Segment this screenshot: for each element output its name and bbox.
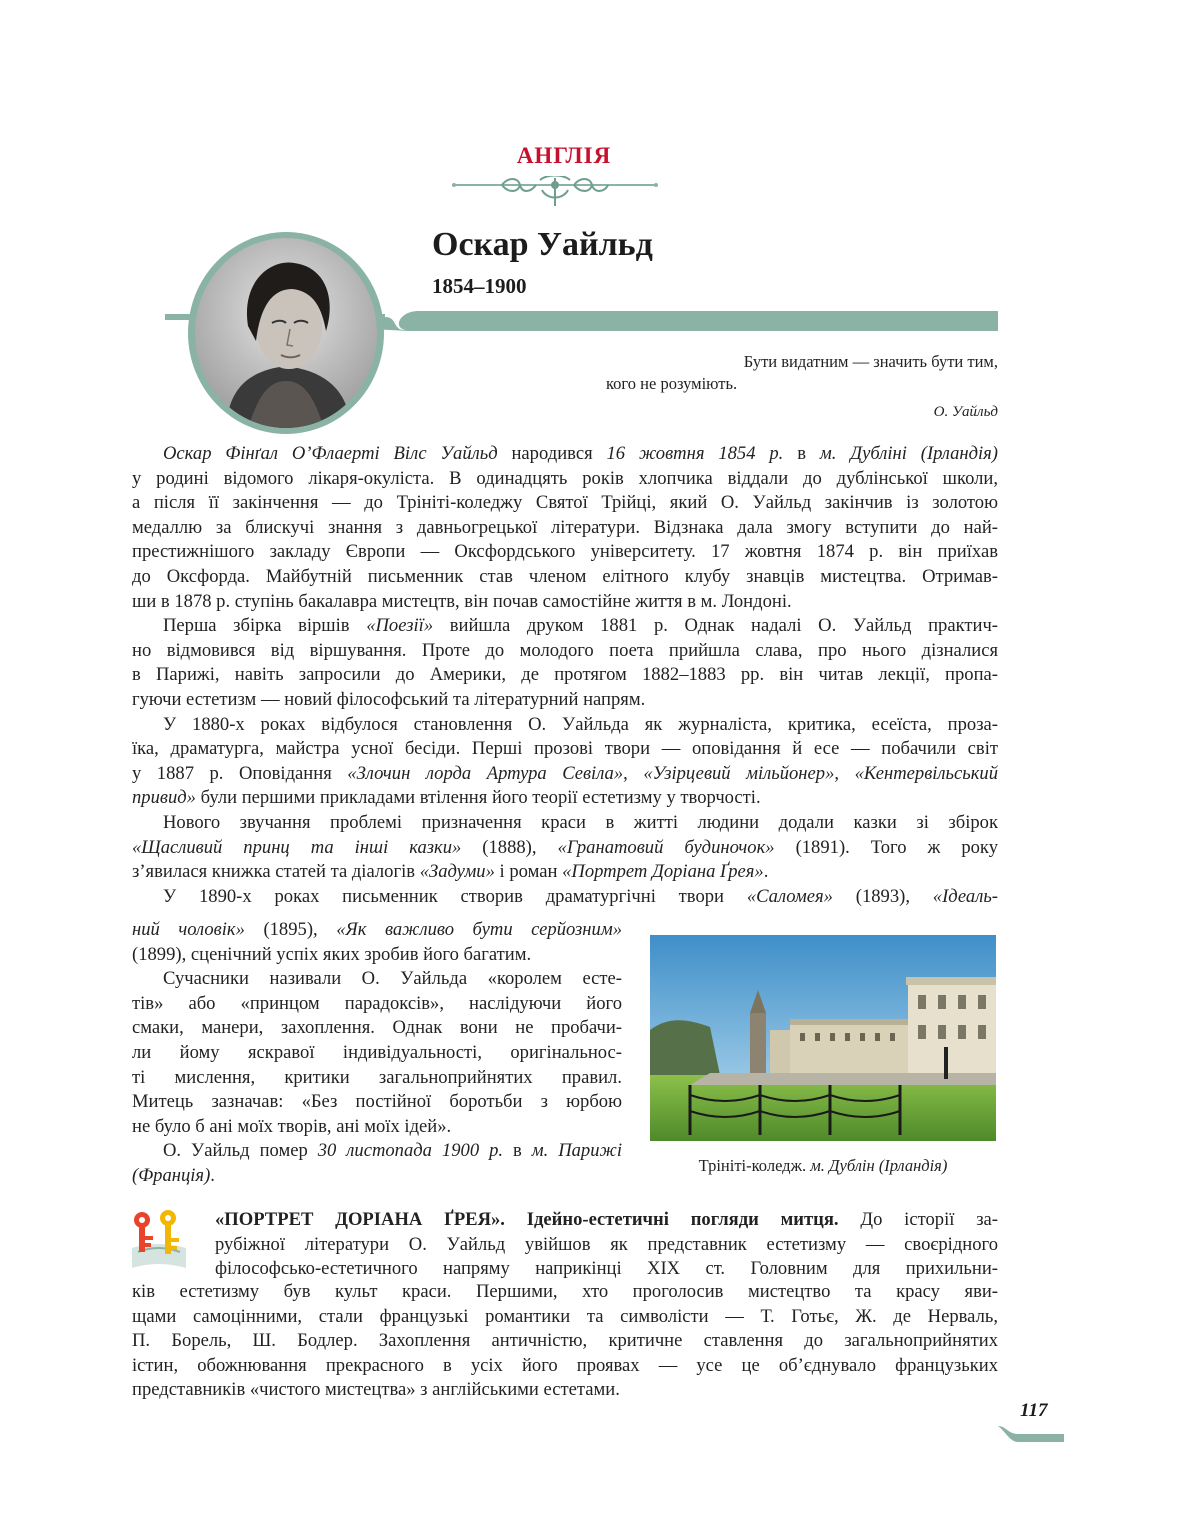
epigraph-line: кого не розуміють. bbox=[606, 374, 738, 393]
keys-book-icon bbox=[128, 1208, 190, 1270]
portrait-medallion bbox=[186, 231, 386, 435]
page-number-rule bbox=[996, 1424, 1066, 1444]
page-number: 117 bbox=[1020, 1400, 1048, 1421]
epigraph-attribution: О. Уайльд bbox=[933, 404, 998, 420]
biography-text-column: ний чоловік» (1895), «Як важливо бути серйозним» (1899), сценічний успіх яких зробив його багатим. Сучасники називали О. Уайльда «королем есте- тів» або «принцом парадоксів», наслідуючи його смаки, манери, захоплення. Однак вони не пробачи- ли йому яскравої індивідуальності, оригінальнос- ті мислення, критики загальноприйнятих правил. Митець зазначав: «Без постійної боротьби з юрбою не було б ані моїх творів, ані моїх ідей». О. Уайльд помер 30 листопада 1900 р. в м. Парижі (Франція). bbox=[132, 919, 622, 1186]
biography-text: Оскар Фінґал О’Флаерті Вілс Уайльд народився 16 жовтня 1854 р. в м. Дубліні (Ірландія) у родині відомого лікаря-окуліста. В одинадцять років хлопчика віддали до дублінської школи, а після її закінчення — до Трініті-коледжу Святої Трійці, який О. Уайльд закінчив із золотою медаллю за блискучі знання з давньогрецької літератури. Відзнака дала змогу вступити до най- престижнішого закладу Європи — Оксфордського університету. 17 жовтня 1874 р. він приїхав до Оксфорда. Майбутній письменник став членом елітного клубу знавців мистецтва. Отримав- ши в 1878 р. ступінь бакалавра мистецтв, він почав самостійне життя в м. Лондоні. Перша збірка віршів «Поезії» вийшла друком 1881 р. Однак надалі О. Уайльд практич- но відмовився від віршування. Проте до молодого поета прийшла слава, про нього дізналися в Парижі, навіть запросили до Америки, де протягом 1882–1883 рр. він читав лекції, пропа- гуючи естетизм — новий філософський та літературний напрям. У 1880-х роках відбулося становлення О. Уайльда як журналіста, критика, есеїста, проза- їка, драматурга, майстра усної бесіди. Перші прозові твори — оповідання й есе — побачили світ у 1887 р. Оповідання «Злочин лорда Артура Севіла», «Узірцевий мільйонер», «Кентервільський привид» були першими прикладами втілення його теорії естетизму у творчості. Нового звучання проблемі призначення краси в житті людини додали казки зі збірок «Щасливий принц та інші казки» (1888), «Гранатовий будиночок» (1891). Того ж року з’явилася книжка статей та діалогів «Задуми» і роман «Портрет Доріана Ґрея». У 1890-х роках письменник створив драматургічні твори «Саломея» (1893), «Ідеаль- bbox=[132, 443, 999, 907]
author-years: 1854–1900 bbox=[432, 274, 527, 298]
epigraph-line: Бути видатним — значить бути тим, bbox=[743, 352, 998, 371]
trinity-college-photo bbox=[650, 935, 996, 1141]
ornament-divider bbox=[452, 176, 658, 210]
epigraph bbox=[578, 351, 998, 423]
author-name: Оскар Уайльд bbox=[432, 226, 653, 263]
caption-location: м. Дублін (Ірландія) bbox=[810, 1156, 948, 1175]
caption-place: Трініті-коледж. bbox=[698, 1156, 807, 1175]
section-label: АНГЛІЯ bbox=[516, 143, 612, 168]
section-dorian-gray-text: ків естетизму був культ краси. Першими, хто проголосив мистецтво та красу яви- щами самоцінними, стали французькі романтики та символісти — Т. Готьє, Ж. де Нерваль, П. Борель, Ш. Бодлер. Захоплення античністю, критичне ставлення до загальноприйнятих істин, обожнювання прекрасного в усіх його проявах — усе це об’єднувало французьких представників «чистого мистецтва» з англійськими естетами. bbox=[132, 1281, 998, 1401]
section-dorian-gray-intro: «ПОРТРЕТ ДОРІАНА ҐРЕЯ». Ідейно-естетичні погляди митця. До історії за- рубіжної літератури О. Уайльд увійшов як представник естетизму — своєрідного філософсько-естетичного напряму наприкінці XIX ст. Головним для прихильни- bbox=[215, 1209, 998, 1280]
photo-caption bbox=[650, 1156, 996, 1176]
